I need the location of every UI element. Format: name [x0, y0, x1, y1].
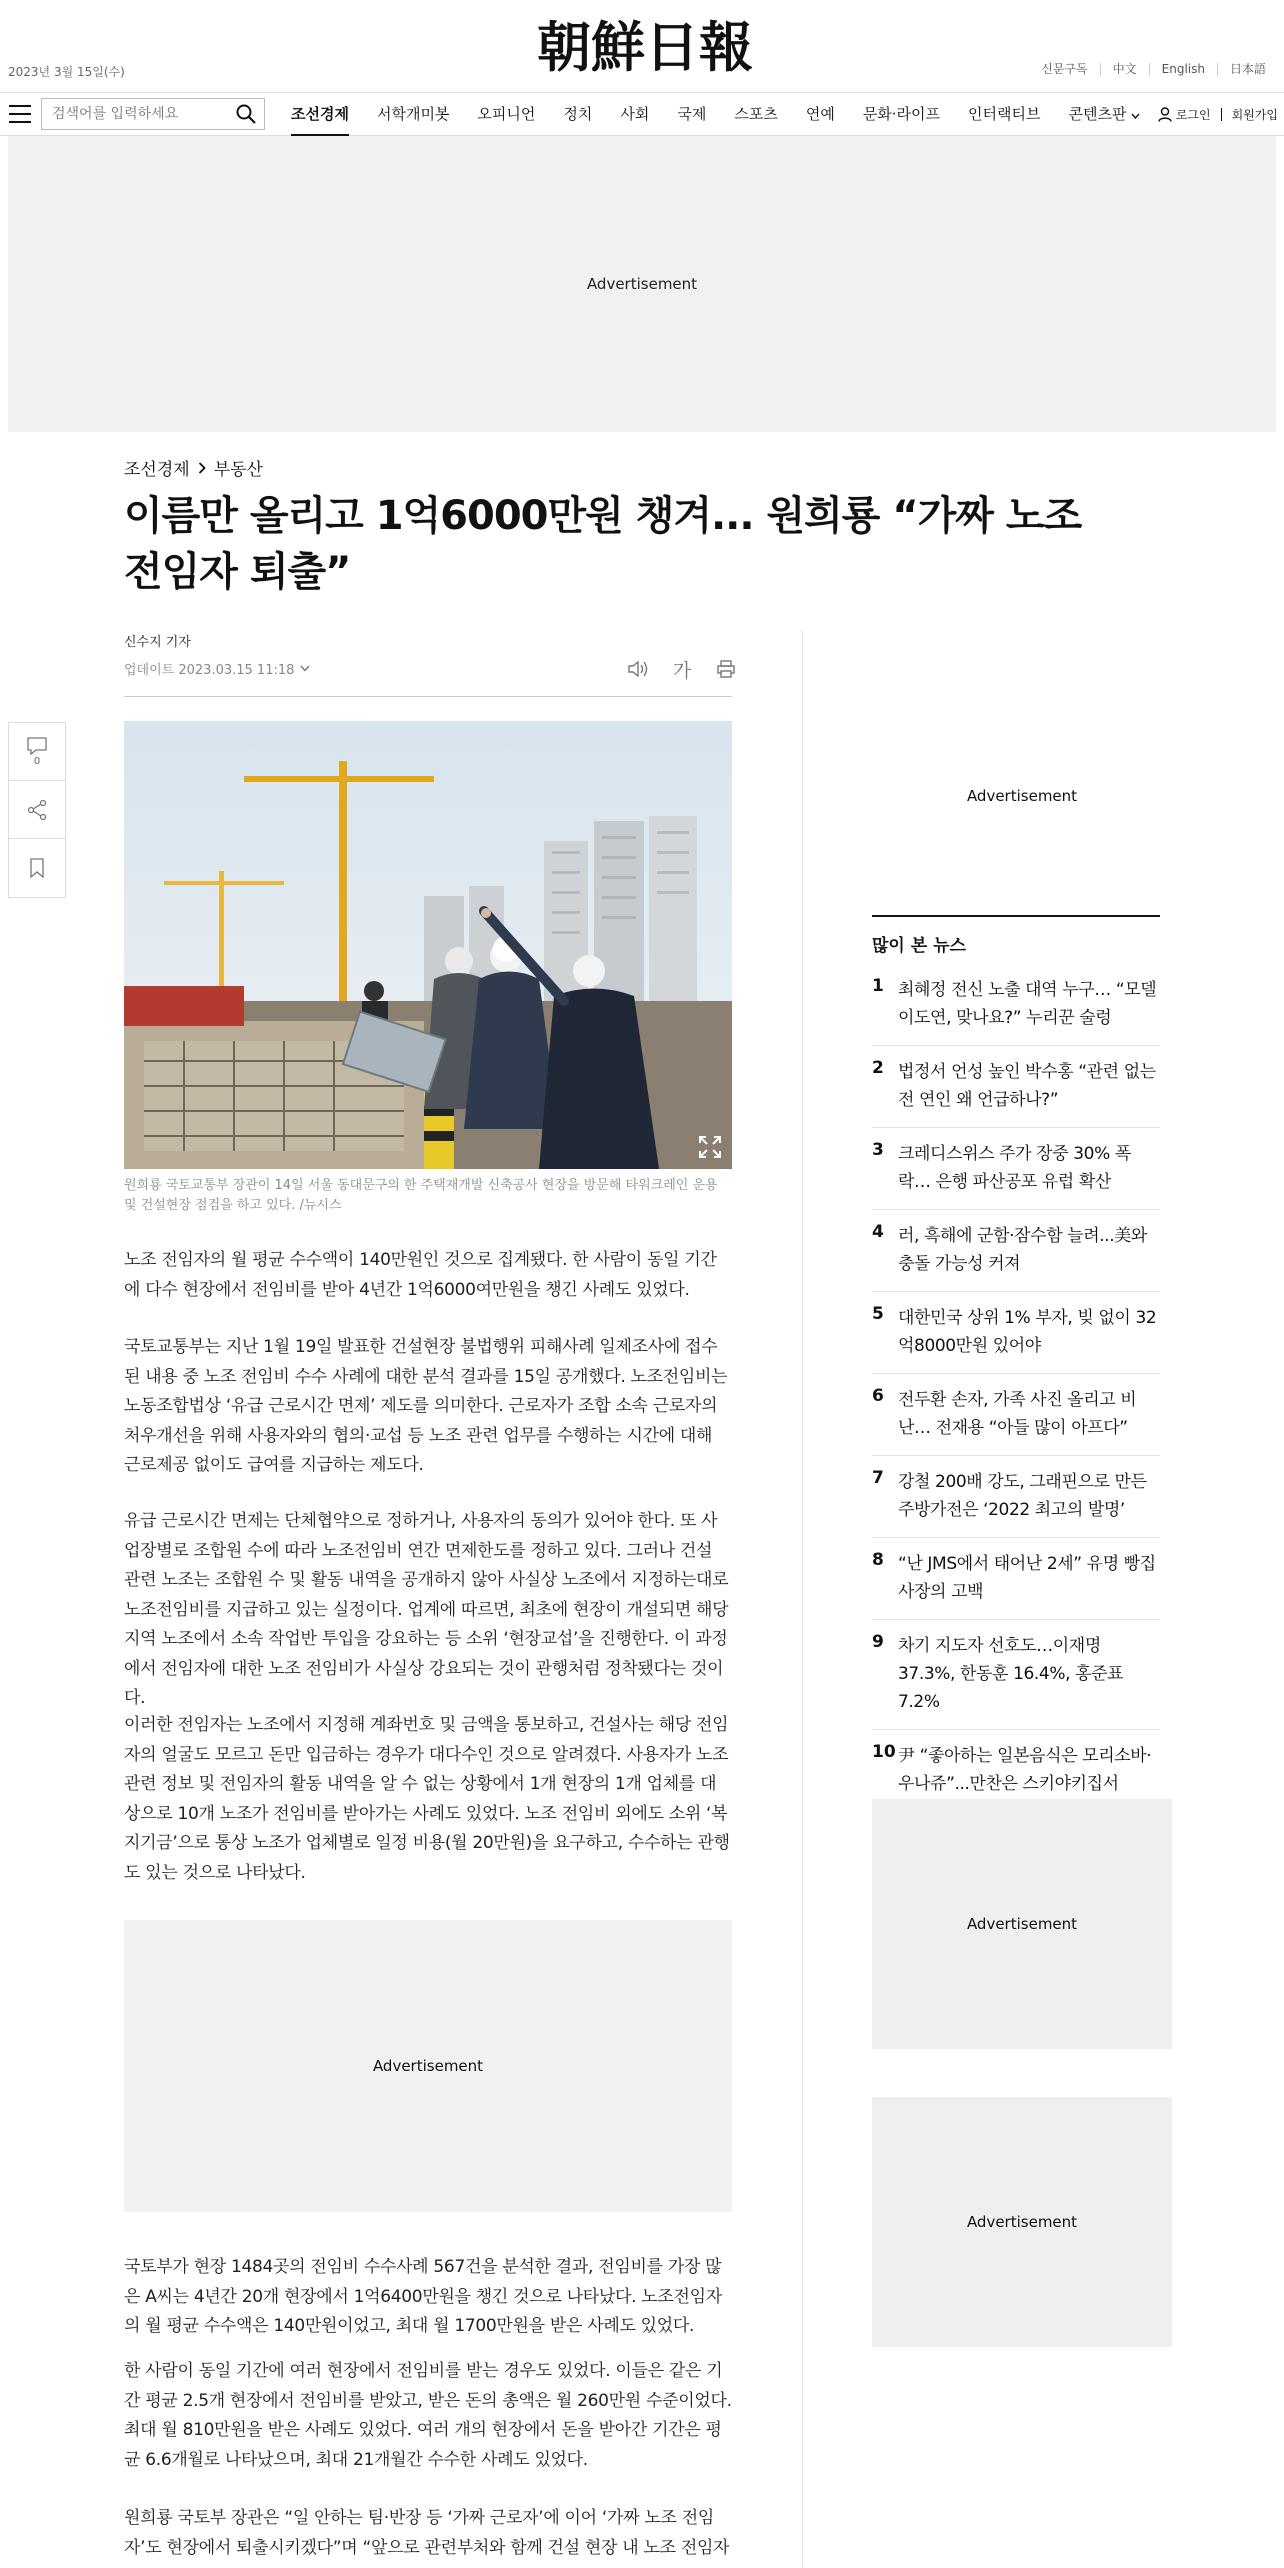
nav-item-culture[interactable]: 문화·라이프 — [862, 105, 941, 123]
site-logo[interactable] — [500, 14, 790, 84]
nav-item-seohak-bot[interactable]: 서학개미봇 — [376, 105, 450, 123]
article-paragraph: 노조 전임자의 월 평균 수수액이 140만원인 것으로 집계됐다. 한 사람이 동일 기간에 다수 현장에서 전임비를 받아 4년간 1억6000여만원을 챙긴 사례도 있었다. — [124, 1250, 717, 1300]
article-byline[interactable]: 신수지 기자 — [124, 635, 191, 650]
breadcrumb — [124, 455, 263, 480]
sidebar-advertisement[interactable] — [872, 2097, 1172, 2347]
rank-number: 10 — [872, 1742, 896, 1762]
breadcrumb-subsection[interactable]: 부동산 — [213, 460, 263, 480]
util-link-subscribe[interactable]: 신문구독 — [1041, 62, 1088, 76]
ad-label: Advertisement — [966, 787, 1078, 805]
rank-number: 6 — [872, 1386, 884, 1406]
share-button[interactable] — [9, 781, 65, 839]
most-viewed-item[interactable] — [872, 1456, 1160, 1538]
sidebar-advertisement[interactable] — [872, 1799, 1172, 2049]
comment-icon — [26, 736, 48, 756]
print-icon[interactable] — [713, 656, 739, 682]
article-divider — [124, 696, 732, 697]
nav-item-sports[interactable]: 스포츠 — [734, 105, 778, 123]
header-date: 2023년 3월 15일(수) — [8, 65, 125, 79]
article-paragraph: 국토부가 현장 1484곳의 전임비 수수사례 567건을 분석한 결과, 전임비를 가장 많은 A씨는 4년간 20개 현장에서 1억6400만원을 챙긴 것으로 나타났다. 노조전임자의 월 평균 수수액은 140만원이었고, 최대 월 1700만원을 받은 사례도 있었다. — [124, 2257, 722, 2336]
news-title[interactable]: 러, 흑해에 군함·잠수함 늘려...美와 충돌 가능성 커져 — [898, 1226, 1147, 1274]
chevron-down-icon — [300, 665, 310, 672]
article-headline: 이름만 올리고 1억6000만원 챙겨... 원희룡 “가짜 노조 전임자 퇴출” — [124, 493, 1082, 595]
rank-number: 9 — [872, 1632, 884, 1652]
rank-number: 3 — [872, 1140, 884, 1160]
rank-number: 5 — [872, 1304, 884, 1324]
nav-item-opinion[interactable]: 오피니언 — [477, 105, 536, 123]
nav-item-economy[interactable]: 조선경제 — [277, 92, 363, 136]
util-link-english[interactable]: English — [1149, 63, 1217, 76]
listen-icon[interactable] — [625, 656, 651, 682]
most-viewed-item[interactable] — [872, 1374, 1160, 1456]
news-title[interactable]: “난 JMS에서 태어난 2세” 유명 빵집 사장의 고백 — [898, 1554, 1156, 1602]
nav-item-international[interactable]: 국제 — [677, 105, 707, 123]
article-paragraph: 국토교통부는 지난 1월 19일 발표한 건설현장 불법행위 피해사례 일제조사에 접수된 내용 중 노조 전임비 수수 사례에 대한 분석 결과를 15일 공개했다. 노조전임비는 노동조합법상 ‘유급 근로시간 면제’ 제도를 의미한다. 근로자가 조합 소속 근로자의 처우개선을 위해 사용자와의 협의·교섭 등 노조 관련 업무를 수행하는 시간에 대해 근로제공 없이도 급여를 지급하는 제도다. — [124, 1337, 728, 1475]
expand-icon[interactable] — [696, 1133, 724, 1161]
rank-number: 2 — [872, 1058, 884, 1078]
search-icon[interactable] — [236, 104, 256, 124]
share-icon — [26, 799, 48, 821]
news-title[interactable]: 강철 200배 강도, 그래핀으로 만든 주방가전은 ‘2022 최고의 발명’ — [898, 1472, 1147, 1520]
article-paragraph: 원희룡 국토부 장관은 “일 안하는 팀·반장 등 ‘가짜 근로자’에 이어 ‘가짜 노조 전임자’도 현장에서 퇴출시키겠다”며 “앞으로 관련부처와 함께 건설 현장 내 노조 전임자 — [124, 2508, 730, 2558]
menu-icon[interactable] — [9, 105, 31, 123]
inline-advertisement[interactable] — [124, 1920, 732, 2212]
nav-item-society[interactable]: 사회 — [620, 105, 650, 123]
top-advertisement[interactable] — [8, 136, 1276, 432]
most-viewed-item[interactable] — [872, 1128, 1160, 1210]
article-tools — [625, 656, 739, 682]
sidebar-advertisement[interactable] — [872, 720, 1172, 872]
news-title[interactable]: 대한민국 상위 1% 부자, 빚 없이 32억8000만원 있어야 — [898, 1308, 1157, 1356]
article-paragraph: 이러한 전임자는 노조에서 지정해 계좌번호 및 금액을 통보하고, 건설사는 해당 전임자의 얼굴도 모르고 돈만 입금하는 경우가 대다수인 것으로 알려졌다. 사용자가 노조 관련 정보 및 전임자의 활동 내역을 알 수 없는 상황에서 1개 현장의 1개 업체를 대상으로 10개 노조가 전임비를 받아가는 사례도 있었다. 노조 전임비 외에도 소위 ‘복지기금’으로 통상 노조가 업체별로 일정 비용(월 20만원)을 요구하고, 수수하는 관행도 있는 것으로 나타났다. — [124, 1715, 730, 1883]
ad-label: Advertisement — [966, 2213, 1078, 2231]
most-viewed-item[interactable] — [872, 964, 1160, 1046]
rank-number: 1 — [872, 976, 884, 996]
comment-button[interactable] — [9, 723, 65, 781]
most-viewed-item[interactable] — [872, 1046, 1160, 1128]
rank-number: 8 — [872, 1550, 884, 1570]
article-paragraph: 한 사람이 동일 기간에 여러 현장에서 전임비를 받는 경우도 있었다. 이들은 같은 기간 평균 2.5개 현장에서 전임비를 받았고, 받은 돈의 총액은 월 260만원 수준이었다. 최대 월 810만원을 받은 사례도 있었다. 여러 개의 현장에서 돈을 받아간 기간은 평균 6.6개월로 나타났으며, 최대 21개월간 수수한 사례도 있었다. — [124, 2361, 732, 2470]
most-viewed-item[interactable] — [872, 1538, 1160, 1620]
most-viewed-news — [872, 915, 1160, 1811]
article-photo[interactable] — [124, 721, 732, 1169]
bookmark-button[interactable] — [9, 839, 65, 897]
nav-item-contents[interactable] — [1054, 92, 1154, 136]
chevron-right-icon — [198, 462, 206, 474]
article-paragraph: 유급 근로시간 면제는 단체협약으로 정하거나, 사용자의 동의가 있어야 한다. 또 사업장별로 조합원 수에 따라 노조전임비 연간 면제한도를 정하고 있다. 그러나 건설 관련 노조는 조합원 수 및 활동 내역을 공개하지 않아 사실상 노조에서 지정하는대로 노조전임비를 지급하고 있는 실정이다. 업계에 따르면, 최초에 현장이 개설되면 해당 지역 노조에서 소속 작업반 투입을 강요하는 등 소위 ‘현장교섭’을 진행한다. 이 과정에서 전임자에 대한 노조 전임비가 사실상 강요되는 것이 관행처럼 정착됐다는 것이다. — [124, 1511, 729, 1708]
most-viewed-item[interactable] — [872, 1620, 1160, 1730]
logo-text: 朝鮮日報 — [537, 15, 753, 79]
news-title[interactable]: 전두환 손자, 가족 사진 올리고 비난… 전재용 “아들 많이 아프다” — [898, 1390, 1137, 1438]
article-updated[interactable] — [124, 659, 310, 678]
rank-number: 7 — [872, 1468, 884, 1488]
nav-item-politics[interactable]: 정치 — [563, 105, 593, 123]
column-divider — [802, 630, 803, 2568]
comment-count: 0 — [33, 756, 41, 767]
util-link-chinese[interactable]: 中文 — [1100, 63, 1149, 76]
nav-menu — [277, 92, 1154, 136]
util-link-japanese[interactable]: 日本語 — [1217, 63, 1278, 76]
nav-item-interactive[interactable]: 인터랙티브 — [968, 105, 1041, 123]
login-link[interactable]: 로그인 — [1175, 107, 1211, 122]
news-title[interactable]: 尹 “좋아하는 일본음식은 모리소바·우나쥬”...만찬은 스키야키집서 — [898, 1746, 1152, 1794]
ad-label: Advertisement — [966, 1915, 1078, 1933]
most-viewed-title: 많이 본 뉴스 — [872, 936, 966, 956]
font-size-icon[interactable]: 가 — [672, 659, 692, 682]
util-links — [1029, 63, 1278, 76]
account-links — [1158, 106, 1278, 123]
rank-number: 4 — [872, 1222, 884, 1242]
news-title[interactable]: 차기 지도자 선호도…이재명 37.3%, 한동훈 16.4%, 홍준표 7.2% — [898, 1636, 1124, 1712]
share-bar — [8, 722, 66, 898]
photo-caption: 원희룡 국토교통부 장관이 14일 서울 동대문구의 한 주택재개발 신축공사 현장을 방문해 타워크레인 운용 및 건설현장 점검을 하고 있다. /뉴시스 — [124, 1178, 718, 1213]
nav-item-contents-label: 콘텐츠판 — [1068, 105, 1127, 123]
chevron-down-icon — [1131, 113, 1140, 119]
nav-item-entertainment[interactable]: 연예 — [805, 105, 835, 123]
ad-label: Advertisement — [586, 275, 698, 293]
signup-link[interactable]: 회원가입 — [1231, 107, 1278, 122]
search-input[interactable] — [52, 106, 236, 122]
breadcrumb-section[interactable]: 조선경제 — [124, 460, 190, 480]
news-title[interactable]: 법정서 언성 높인 박수홍 “관련 없는 전 연인 왜 언급하나?” — [898, 1062, 1156, 1110]
user-icon — [1158, 107, 1172, 122]
updated-text: 업데이트 2023.03.15 11:18 — [124, 663, 295, 678]
most-viewed-item[interactable] — [872, 1210, 1160, 1292]
ad-label: Advertisement — [372, 2057, 484, 2075]
main-navbar — [0, 92, 1284, 136]
news-title[interactable]: 크레디스위스 주가 장중 30% 폭락… 은행 파산공포 유럽 확산 — [898, 1144, 1131, 1192]
search-box — [41, 98, 265, 130]
news-title[interactable]: 최혜정 전신 노출 대역 누구… “모델 이도연, 맞나요?” 누리꾼 술렁 — [898, 980, 1157, 1028]
most-viewed-item[interactable] — [872, 1292, 1160, 1374]
bookmark-icon — [29, 857, 45, 879]
